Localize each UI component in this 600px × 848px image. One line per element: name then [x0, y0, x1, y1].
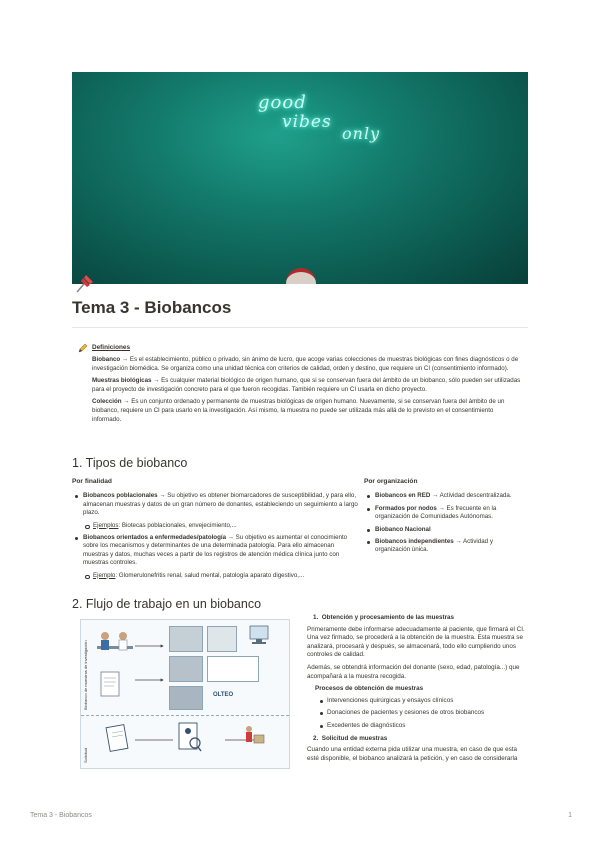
review-document-icon: [175, 721, 203, 753]
logo-text: OLTEO: [213, 692, 234, 698]
pushpin-icon: [74, 272, 96, 294]
neon-sign: [222, 86, 422, 156]
definitions-callout: [78, 343, 522, 428]
list-subitem: Ejemplo: Glomerulonefritis renal, salud mental, patología aparato digestivo,...: [82, 572, 358, 580]
step-paragraph: Primeramente debe informarse adecuadamente al paciente, que firmará el CI. Una vez firmado, se procederá a la obtención de la muestra. Esta muestra se analizará, procesará y después, se almacenará, todo ello cumpliendo unos controles de calidad.: [307, 625, 525, 659]
diagram-lane-biobank: [81, 620, 289, 716]
doctor-patient-icon: [95, 628, 135, 664]
lab-photo: [169, 626, 203, 652]
step-paragraph: Además, se obtendrá información del donante (sexo, edad, patología...) que acompañará a la muestra recogida.: [307, 663, 520, 680]
lane-label: Solicitud: [83, 747, 88, 763]
list-subitem: Ejemplos: Biotecas poblacionales, envejecimiento,...: [82, 522, 358, 530]
storage-photo: [169, 686, 203, 710]
definition-item: Muestras biológicas → Es cualquier material biológico de origen humano, que si se conservan fuera del ámbito de un biobanco, sólo pueden ser utilizadas para el proyecto de investigación concreto para el que fueron recogidas. También requiere un CI usarla en dicho proyecto.: [92, 377, 521, 393]
lane-label: Biobanco de muestras de investigación: [83, 640, 88, 710]
step-paragraph: Cuando una entidad externa pida utilizar una muestra, en caso de que esta esté disponible, el biobanco analizará la petición, y en caso de considerarla: [307, 746, 518, 762]
column-heading: Por organización: [364, 478, 418, 485]
step-title-2: 2. Solicitud de muestras: [313, 734, 388, 742]
step-title-1: 1. Obtención y procesamiento de las muestras: [313, 614, 455, 621]
column-finalidad: [72, 478, 358, 584]
sample-photo: [207, 626, 237, 652]
workflow-diagram: [80, 619, 290, 769]
cover-image: [72, 72, 528, 284]
pencil-icon: [78, 343, 88, 353]
list-item: Formados por nodos → Es frecuente en la organización de Comunidades Autónomas.: [364, 505, 524, 522]
list-item: Biobanco Nacional: [364, 526, 524, 534]
document-icon: [99, 670, 121, 698]
neon-word-3: only: [342, 124, 381, 143]
diagram-lane-request: [81, 717, 289, 768]
section-heading-1: 1. Tipos de biobanco: [72, 456, 188, 470]
page-title: Tema 3 - Biobancos: [72, 298, 232, 317]
section-heading-2: 2. Flujo de trabajo en un biobanco: [72, 597, 262, 611]
neon-word-2: vibes: [282, 112, 332, 132]
request-form-icon: [105, 723, 131, 753]
step-subheading: Procesos de obtención de muestras: [315, 685, 424, 693]
definition-item: Biobanco → Es el establecimiento, público o privado, sin ánimo de lucro, que acoge varias colecciones de muestras biológicas con fines diagnósticos o de investigación biomédica. Se organiza como una unidad técnica con criterios de calidad, orden y destino, que requiere un CI (consentimiento informado).: [92, 356, 519, 372]
title-divider: [72, 327, 528, 328]
list-item: Biobancos poblacionales → Su objetivo es obtener biomarcadores de susceptibilidad, y para ello, almacenan muestras y datos de un gran número de donantes, estableciendo un seguimiento a largo plazo.: [72, 492, 358, 517]
list-item: Excedentes de diagnósticos: [319, 722, 528, 731]
footer-document-title: Tema 3 - Biobancos: [30, 812, 92, 819]
column-heading: Por finalidad: [72, 478, 112, 485]
workflow-steps: [307, 614, 528, 767]
computer-icon: [247, 624, 273, 648]
definition-item: Colección → Es un conjunto ordenado y permanente de muestras biológicas de origen humano. Nuevamente, si se conservan fuera del ámbito de un biobanco, requiere un CI para usarlo en la investigación. Así mismo, la muestra no puede ser utilizada más allá de lo previsto en el consentimiento informado.: [92, 398, 505, 423]
list-item: Biobancos independientes → Actividad y organización única.: [364, 538, 524, 555]
footer-page-number: 1: [568, 812, 572, 819]
freezer-photo: [169, 656, 203, 682]
delivery-icon: [239, 723, 269, 753]
definitions-heading: Definiciones: [92, 343, 130, 351]
cover-figure: [286, 268, 316, 284]
neon-word-1: good: [258, 92, 307, 113]
list-item: Biobancos orientados a enfermedades/patología → Su objetivo es aumentar el conocimiento sobre los mecanismos y determinantes de una determinada patología. Para ello almacenan muestras y datos, muchas veces a partir de los registros de atención médica clínica junto con muestras controles.: [72, 534, 358, 568]
list-item: Biobancos en RED → Actividad descentralizada.: [364, 492, 524, 500]
list-item: Intervenciones quirúrgicas y ensayos clínicos: [319, 697, 528, 706]
database-screenshot: [207, 656, 259, 682]
column-organizacion: [364, 478, 524, 559]
list-item: Donaciones de pacientes y cesiones de otros biobancos: [319, 709, 528, 718]
flow-arrows: [133, 640, 167, 690]
